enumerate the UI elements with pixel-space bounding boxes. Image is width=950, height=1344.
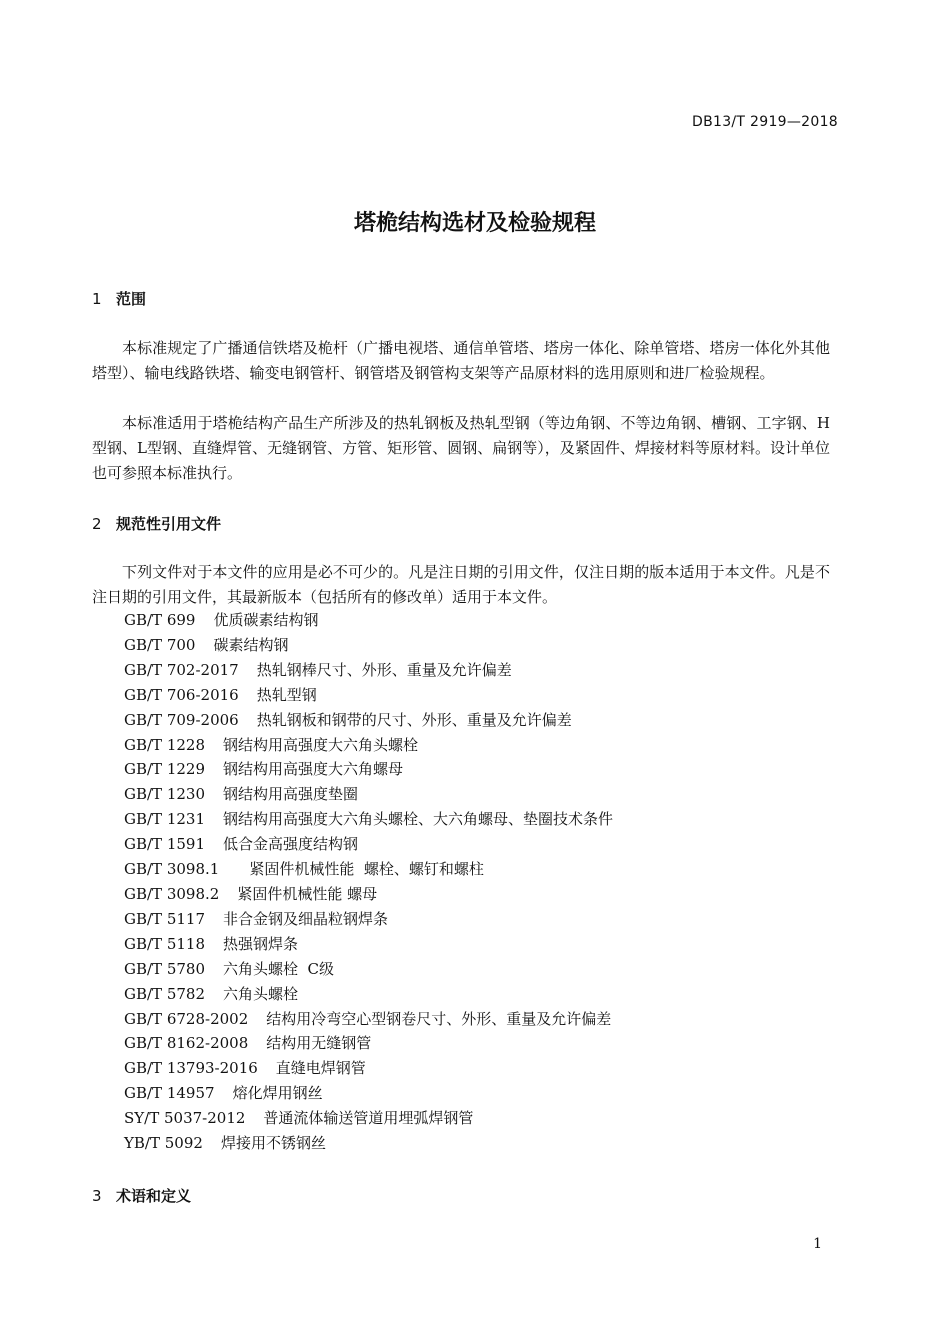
reference-code: GB/T 709-2006 [124, 710, 239, 729]
reference-code: GB/T 1591 [124, 835, 206, 854]
reference-item [124, 1056, 613, 1081]
reference-item [124, 1106, 613, 1131]
reference-item [124, 733, 613, 758]
reference-code: GB/T 1230 [124, 785, 206, 804]
reference-title: 焊接用不锈钢丝 [220, 1134, 326, 1153]
reference-code: GB/T 706-2016 [124, 685, 239, 704]
reference-title: 紧固件机械性能 螺栓、螺钉和螺柱 [249, 860, 484, 879]
reference-title: 熔化焊用钢丝 [232, 1084, 323, 1103]
reference-code: GB/T 702-2017 [124, 660, 239, 679]
section-title: 规范性引用文件 [116, 515, 222, 533]
reference-item [124, 882, 613, 907]
section-title: 范围 [116, 290, 147, 308]
reference-code: YB/T 5092 [124, 1134, 203, 1153]
standard-code: DB13/T 2919—2018 [692, 114, 838, 130]
reference-item [124, 1007, 613, 1032]
reference-code: GB/T 5782 [124, 984, 206, 1003]
reference-code: GB/T 699 [124, 611, 196, 629]
reference-title: 直缝电焊钢管 [275, 1059, 366, 1078]
reference-title: 紧固件机械性能 螺母 [237, 884, 378, 903]
reference-title: 热强钢焊条 [223, 934, 299, 953]
section-1-heading [92, 288, 146, 309]
reference-code: GB/T 13793-2016 [124, 1059, 258, 1078]
section-2-heading [92, 513, 221, 534]
reference-item [124, 982, 613, 1007]
reference-code: GB/T 1228 [124, 735, 206, 754]
section-title: 术语和定义 [116, 1187, 192, 1205]
reference-item [124, 957, 613, 982]
document-title: 塔桅结构选材及检验规程 [353, 211, 596, 236]
reference-title: 普通流体输送管道用埋弧焊钢管 [263, 1109, 474, 1128]
reference-code: GB/T 8162-2008 [124, 1034, 249, 1053]
reference-code: GB/T 1231 [124, 810, 206, 829]
reference-code: GB/T 5780 [124, 959, 206, 978]
section-number: 1 [92, 290, 102, 308]
reference-item [124, 832, 613, 857]
reference-item [124, 1131, 613, 1156]
reference-item [124, 807, 613, 832]
reference-title: 结构用冷弯空心型钢卷尺寸、外形、重量及允许偏差 [266, 1009, 612, 1028]
reference-item [124, 1081, 613, 1106]
section-1-paragraph-2: 本标准适用于塔桅结构产品生产所涉及的热轧钢板及热轧型钢（等边角钢、不等边角钢、槽钢、工字钢、H型钢、L型钢、直缝焊管、无缝钢管、方管、矩形管、圆钢、扁钢等），及紧固件、焊接材料等原材料。设计单位也可参照本标准执行。 [92, 414, 830, 482]
reference-code: GB/T 700 [124, 635, 196, 654]
section-number: 3 [92, 1187, 102, 1205]
reference-item [124, 708, 613, 733]
reference-item [124, 608, 613, 633]
reference-code: GB/T 6728-2002 [124, 1009, 249, 1028]
normative-references-list [124, 608, 613, 1156]
reference-code: GB/T 1229 [124, 760, 206, 779]
reference-item [124, 1031, 613, 1056]
reference-code: GB/T 5117 [124, 909, 206, 928]
reference-code: SY/T 5037-2012 [124, 1109, 246, 1128]
reference-title: 碳素结构钢 [213, 635, 289, 654]
section-1-paragraph-1: 本标准规定了广播通信铁塔及桅杆（广播电视塔、通信单管塔、塔房一体化、除单管塔、塔房一体化外其他塔型）、输电线路铁塔、输变电钢管杆、钢管塔及钢管构支架等产品原材料的选用原则和进厂检验规程。 [92, 339, 830, 382]
reference-item [124, 658, 613, 683]
reference-item [124, 757, 613, 782]
reference-title: 钢结构用高强度垫圈 [223, 785, 359, 804]
reference-code: GB/T 3098.1 [124, 860, 220, 879]
reference-title: 六角头螺栓 [223, 984, 299, 1003]
reference-title: 热轧钢板和钢带的尺寸、外形、重量及允许偏差 [256, 710, 572, 729]
reference-code: GB/T 14957 [124, 1084, 215, 1103]
reference-title: 钢结构用高强度大六角头螺栓 [223, 735, 419, 754]
section-number: 2 [92, 515, 102, 533]
reference-item [124, 683, 613, 708]
reference-item [124, 857, 613, 882]
reference-title: 优质碳素结构钢 [213, 611, 319, 629]
reference-item [124, 907, 613, 932]
reference-title: 非合金钢及细晶粒钢焊条 [223, 909, 389, 928]
reference-title: 热轧型钢 [256, 685, 317, 704]
section-2-paragraph-1: 下列文件对于本文件的应用是必不可少的。凡是注日期的引用文件，仅注日期的版本适用于本文件。凡是不注日期的引用文件，其最新版本（包括所有的修改单）适用于本文件。 [92, 563, 830, 606]
page-number: 1 [813, 1236, 822, 1252]
section-3-heading [92, 1185, 191, 1206]
reference-title: 六角头螺栓 C级 [223, 959, 335, 978]
reference-code: GB/T 5118 [124, 934, 206, 953]
reference-title: 钢结构用高强度大六角螺母 [223, 760, 404, 779]
reference-item [124, 782, 613, 807]
reference-title: 低合金高强度结构钢 [223, 835, 359, 854]
reference-title: 热轧钢棒尺寸、外形、重量及允许偏差 [256, 660, 512, 679]
reference-title: 结构用无缝钢管 [266, 1034, 372, 1053]
reference-title: 钢结构用高强度大六角头螺栓、大六角螺母、垫圈技术条件 [223, 810, 614, 829]
reference-item [124, 932, 613, 957]
reference-code: GB/T 3098.2 [124, 884, 220, 903]
reference-item [124, 633, 613, 658]
